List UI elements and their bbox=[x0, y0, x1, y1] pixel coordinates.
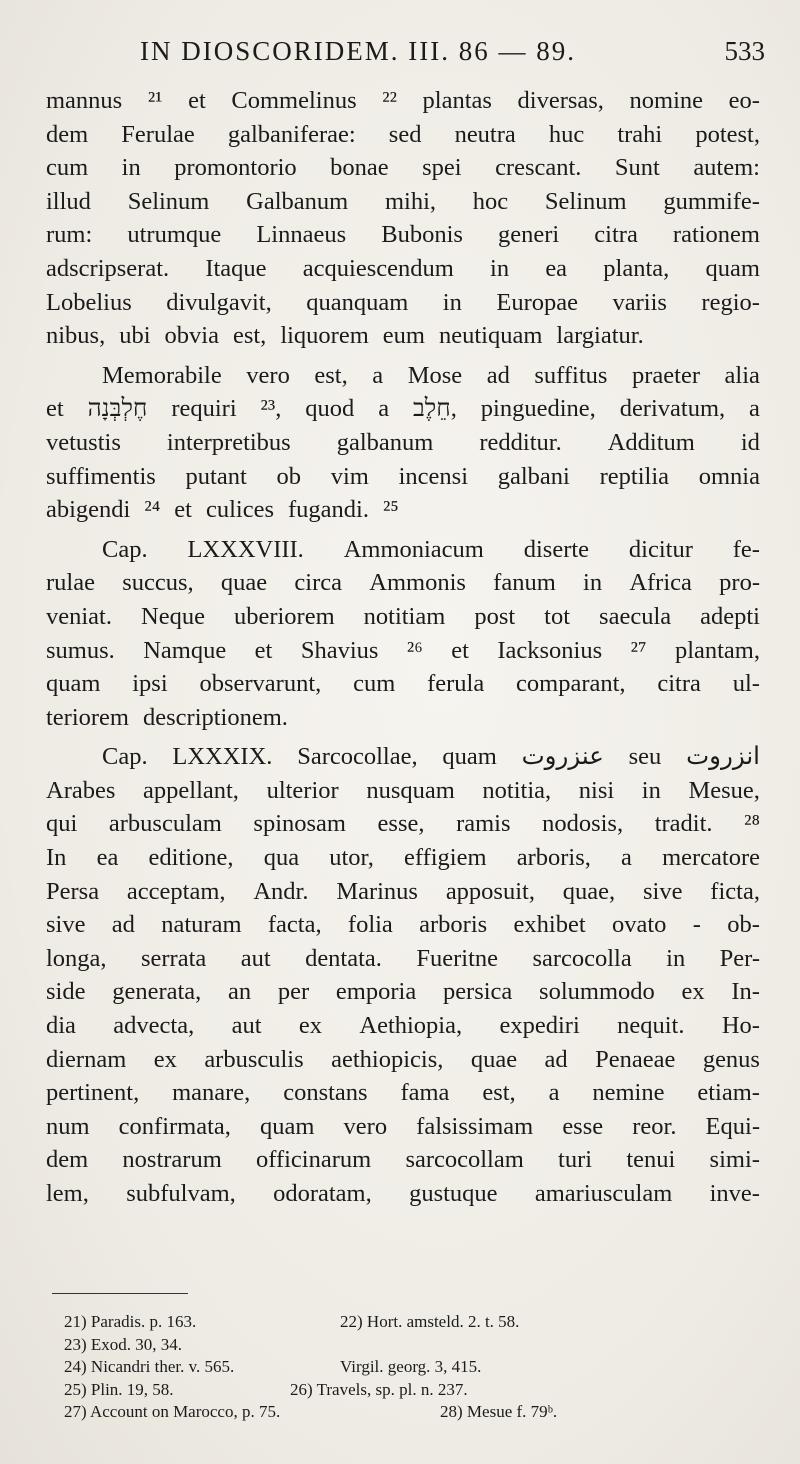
text-line: rulae succus, quae circa Ammonis fanum in Africa pro- bbox=[46, 569, 760, 597]
text-line: dem nostrarum officinarum sarcocollam turi tenui simi- bbox=[46, 1146, 760, 1174]
text-line: pertinent, manare, constans fama est, a nemine etiam- bbox=[46, 1079, 760, 1107]
running-header bbox=[140, 36, 765, 76]
text-line: num confirmata, quam vero falsissimam esse reor. Equi- bbox=[46, 1112, 760, 1140]
paragraph bbox=[46, 84, 760, 353]
text-line: Memorabile vero est, a Mose ad suffitus praeter alia bbox=[102, 361, 760, 389]
page-number: 533 bbox=[724, 36, 765, 66]
footnote-28: 28) Mesue f. 79ᵇ. bbox=[440, 1402, 558, 1421]
text-line: qui arbusculam spinosam esse, ramis nodosis, tradit. ²⁸ bbox=[46, 810, 760, 838]
text-line: In ea editione, qua utor, effigiem arboris, a mercatore bbox=[46, 844, 760, 872]
footnote-line bbox=[64, 1311, 704, 1334]
text-line: Persa acceptam, Andr. Marinus apposuit, quae, sive ficta, bbox=[46, 877, 760, 905]
paragraph bbox=[46, 359, 760, 527]
text-line: et חֶלְבְּנָה requiri ²³, quod a חֵלֶב, pinguedine, derivatum, a bbox=[46, 395, 760, 423]
running-title: IN DIOSCORIDEM. III. 86 — 89. bbox=[140, 36, 576, 66]
footnote-divider bbox=[52, 1293, 188, 1294]
text-line: sumus. Namque et Shavius ²⁶ et Iacksonius ²⁷ plantam, bbox=[46, 636, 760, 664]
footnote-23: 23) Exod. 30, 34. bbox=[64, 1334, 183, 1354]
footnote-26: 26) Travels, sp. pl. n. 237. bbox=[290, 1379, 468, 1399]
footnote-25: 25) Plin. 19, 58. bbox=[64, 1379, 174, 1399]
text-line: rum: utrumque Linnaeus Bubonis generi citra rationem bbox=[46, 221, 760, 249]
text-line: diernam ex arbusculis aethiopicis, quae ad Penaeae genus bbox=[46, 1045, 760, 1073]
text-line: sive ad naturam facta, folia arboris exhibet ovato - ob- bbox=[46, 911, 760, 939]
footnote-line bbox=[64, 1379, 704, 1402]
paragraph bbox=[46, 533, 760, 735]
footnote-21: 21) Paradis. p. 163. bbox=[64, 1312, 197, 1331]
footnote-24-virgil: Virgil. georg. 3, 415. bbox=[340, 1357, 482, 1376]
text-line: nibus, ubi obvia est, liquorem eum neutiquam largiatur. bbox=[46, 322, 644, 350]
text-line: lem, subfulvam, odoratam, gustuque amariusculam inve- bbox=[46, 1180, 760, 1207]
footnote-22: 22) Hort. amsteld. 2. t. 58. bbox=[340, 1312, 520, 1331]
footnote-line bbox=[64, 1356, 704, 1379]
text-line: quam ipsi observarunt, cum ferula comparant, citra ul- bbox=[46, 670, 760, 698]
text-line: dia advecta, aut ex Aethiopia, expediri nequit. Ho- bbox=[46, 1012, 760, 1040]
text-line: cum in promontorio bonae spei crescant. Sunt autem: bbox=[46, 154, 760, 182]
text-line: longa, serrata aut dentata. Fueritne sarcocolla in Per- bbox=[46, 944, 760, 972]
main-text bbox=[46, 84, 760, 1211]
text-line: Lobelius divulgavit, quanquam in Europae variis regio- bbox=[46, 288, 760, 316]
footnote-24: 24) Nicandri ther. v. 565. bbox=[64, 1357, 235, 1376]
text-line: mannus ²¹ et Commelinus ²² plantas diversas, nomine eo- bbox=[46, 87, 760, 114]
footnote-27: 27) Account on Marocco, p. 75. bbox=[64, 1402, 281, 1421]
text-line: illud Selinum Galbanum mihi, hoc Selinum gummife- bbox=[46, 187, 760, 215]
text-line: abigendi ²⁴ et culices fugandi. ²⁵ bbox=[46, 496, 399, 524]
footnote-line bbox=[64, 1401, 704, 1424]
text-line: veniat. Neque uberiorem notitiam post tot saecula adepti bbox=[46, 602, 760, 630]
text-line: vetustis interpretibus galbanum redditur. Additum id bbox=[46, 428, 760, 456]
footnotes bbox=[64, 1311, 704, 1424]
text-line: Cap. LXXXIX. Sarcocollae, quam عنزروت seu انزروت bbox=[102, 743, 760, 771]
text-line: Cap. LXXXVIII. Ammoniacum diserte dicitur fe- bbox=[102, 535, 760, 563]
footnote-line bbox=[64, 1334, 704, 1357]
text-line: teriorem descriptionem. bbox=[46, 703, 288, 731]
text-line: Arabes appellant, ulterior nusquam notitia, nisi in Mesue, bbox=[46, 776, 760, 804]
text-line: suffimentis putant ob vim incensi galbani reptilia omnia bbox=[46, 462, 760, 490]
text-line: dem Ferulae galbaniferae: sed neutra huc trahi potest, bbox=[46, 120, 760, 148]
text-line: adscripserat. Itaque acquiescendum in ea planta, quam bbox=[46, 254, 760, 282]
paragraph bbox=[46, 740, 760, 1210]
text-line: side generata, an per emporia persica solummodo ex In- bbox=[46, 978, 760, 1006]
